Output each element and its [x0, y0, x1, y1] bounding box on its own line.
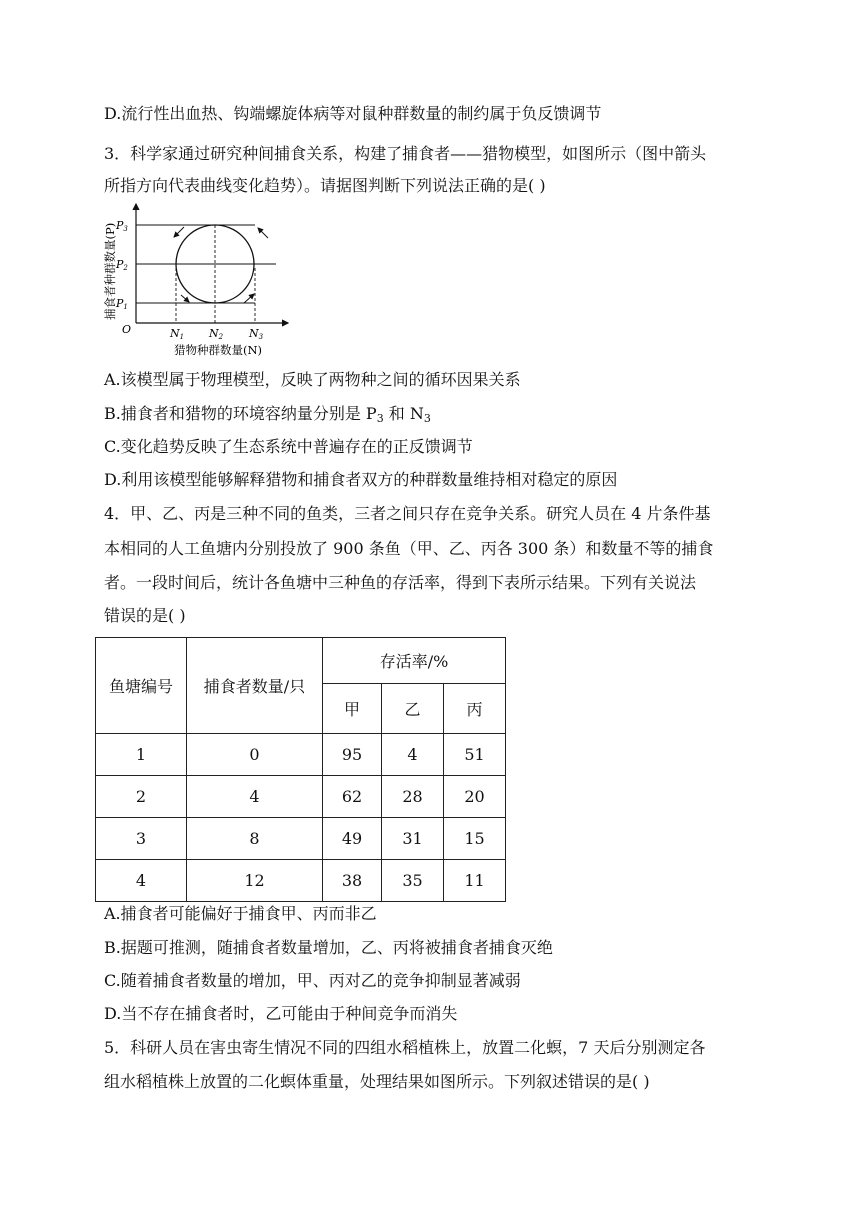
cell: 51 [444, 734, 506, 776]
cell: 35 [382, 860, 444, 902]
y-axis-title: 捕食者种群数量(P) [103, 222, 117, 320]
p2-label: P2 [116, 258, 128, 272]
predator-prey-diagram [98, 198, 298, 360]
cell: 20 [444, 776, 506, 818]
cell: 49 [323, 818, 382, 860]
cell: 12 [187, 860, 323, 902]
origin-label: O [122, 323, 132, 336]
header-yi: 乙 [382, 684, 444, 734]
q3-option-a: A.该模型属于物理模型，反映了两物种之间的循环因果关系 [104, 370, 521, 389]
table-row [96, 776, 506, 818]
survival-table [95, 637, 506, 902]
cell: 95 [323, 734, 382, 776]
q3-stem-line1: 3．科学家通过研究种间捕食关系，构建了捕食者——猎物模型，如图所示（图中箭头 [104, 144, 707, 163]
q3-option-b: B.捕食者和猎物的环境容纳量分别是 $P_3$ 和 $N_3$ [104, 404, 431, 425]
q4-stem-line4: 错误的是( ) [104, 606, 186, 625]
q3-stem-line2: 所指方向代表曲线变化趋势）。请据图判断下列说法正确的是( ) [104, 176, 546, 195]
q5-stem-line1: 5．科研人员在害虫寄生情况不同的四组水稻植株上，放置二化螟，7 天后分别测定各 [104, 1038, 706, 1057]
cell: 4 [96, 860, 187, 902]
n3-label: N3 [249, 327, 264, 341]
q3-option-d: D.利用该模型能够解释猎物和捕食者双方的种群数量维持相对稳定的原因 [104, 470, 618, 489]
cell: 4 [187, 776, 323, 818]
q4-stem-line3: 者。一段时间后，统计各鱼塘中三种鱼的存活率，得到下表所示结果。下列有关说法 [104, 573, 697, 592]
p3-label: P3 [116, 219, 128, 233]
table-row [96, 860, 506, 902]
cell: 31 [382, 818, 444, 860]
cell: 2 [96, 776, 187, 818]
cell: 28 [382, 776, 444, 818]
header-predators: 捕食者数量/只 [187, 638, 323, 734]
q2-option-d: D.流行性出血热、钩端螺旋体病等对鼠种群数量的制约属于负反馈调节 [104, 104, 602, 123]
cell: 4 [382, 734, 444, 776]
table-row [96, 818, 506, 860]
cell: 38 [323, 860, 382, 902]
arrow-top-left [174, 227, 184, 237]
n1-label: N1 [170, 327, 185, 341]
cell: 1 [96, 734, 187, 776]
table-row [96, 734, 506, 776]
cell: 15 [444, 818, 506, 860]
arrow-bottom-right [244, 294, 254, 303]
q5-stem-line2: 组水稻植株上放置的二化螟体重量，处理结果如图所示。下列叙述错误的是( ) [104, 1072, 650, 1091]
p1-label: P1 [116, 297, 128, 311]
q4-option-a: A.捕食者可能偏好于捕食甲、丙而非乙 [104, 904, 377, 923]
arrow-bottom-left [181, 295, 189, 302]
cell: 3 [96, 818, 187, 860]
q4-stem-line2: 本相同的人工鱼塘内分别投放了 900 条鱼（甲、乙、丙各 300 条）和数量不等的捕食 [104, 539, 714, 558]
header-survival: 存活率/% [323, 638, 506, 684]
header-bing: 丙 [444, 684, 506, 734]
header-pond: 鱼塘编号 [96, 638, 187, 734]
cell: 0 [187, 734, 323, 776]
header-jia: 甲 [323, 684, 382, 734]
cell: 62 [323, 776, 382, 818]
q4-option-b: B.据题可推测，随捕食者数量增加，乙、丙将被捕食者捕食灭绝 [104, 938, 553, 957]
n2-label: N2 [209, 327, 224, 341]
q4-option-c: C.随着捕食者数量的增加，甲、丙对乙的竞争抑制显著减弱 [104, 971, 521, 990]
q3-option-c: C.变化趋势反映了生态系统中普遍存在的正反馈调节 [104, 437, 473, 456]
q4-stem-line1: 4．甲、乙、丙是三种不同的鱼类，三者之间只存在竞争关系。研究人员在 4 片条件基 [104, 504, 711, 523]
x-axis-title: 猎物种群数量(N) [174, 343, 263, 357]
q4-option-d: D.当不存在捕食者时，乙可能由于种间竞争而消失 [104, 1004, 458, 1023]
cell: 11 [444, 860, 506, 902]
cell: 8 [187, 818, 323, 860]
arrow-top-right [258, 228, 268, 238]
